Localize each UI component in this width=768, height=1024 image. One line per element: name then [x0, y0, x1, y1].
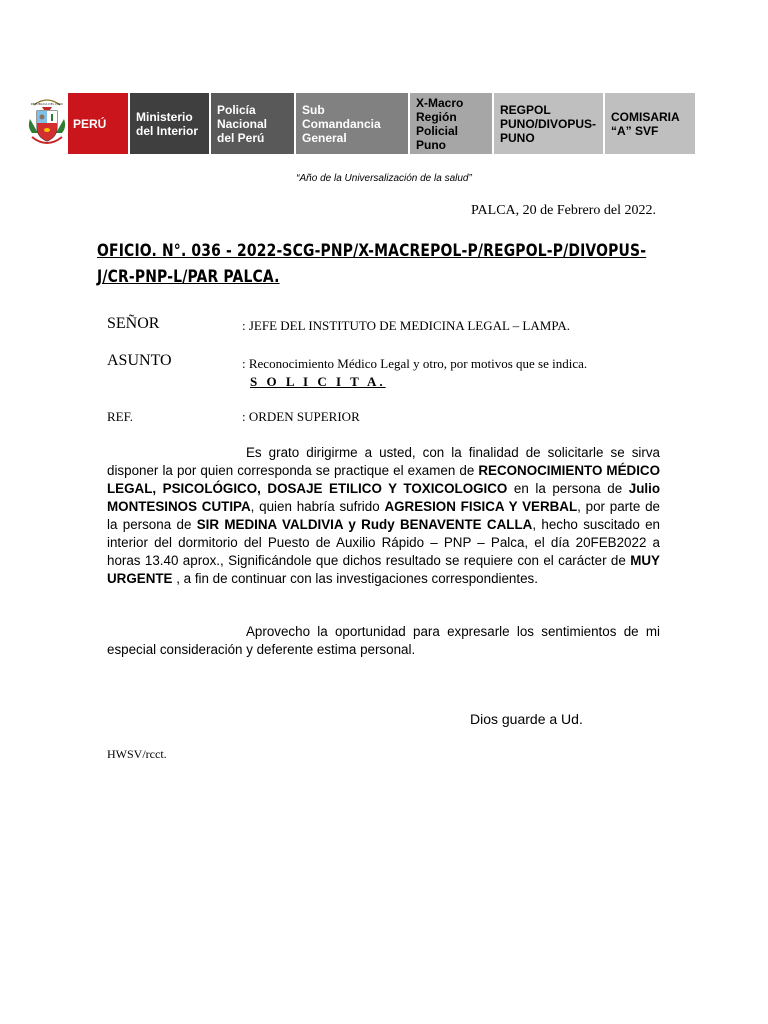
- country-label: PERÚ: [73, 116, 107, 131]
- p1-text-3: , quien habría sufrido: [250, 499, 385, 514]
- header-box-subcomandancia: [294, 93, 408, 154]
- header-box-ministerio-text: Ministerio del Interior: [136, 109, 199, 138]
- solicita-heading: S O L I C I T A.: [250, 374, 386, 389]
- header-box-regpol: [492, 93, 603, 154]
- header-box-macroregion: [408, 93, 492, 154]
- peru-label-box: [68, 93, 128, 154]
- header-box-ministerio: [128, 93, 209, 154]
- body-paragraph-2: [107, 623, 660, 659]
- oficio-line-1: OFICIO. N°. 036 - 2022-SCG-PNP/X-MACREPOL-P/REGPOL-P/DIVOPUS-: [97, 241, 647, 261]
- year-motto: “Año de la Universalización de la salud”: [296, 173, 472, 184]
- p1-text-2: en la persona de: [507, 481, 629, 496]
- header-box-subcomandancia-text: Sub Comandancia General: [302, 102, 381, 145]
- ref-value: : ORDEN SUPERIOR: [242, 409, 360, 424]
- asunto-value: : Reconocimiento Médico Legal y otro, por motivos que se indica.: [242, 356, 588, 371]
- p1-bold-2: Julio MONTESINOS CUTIPA: [107, 481, 660, 514]
- national-shield-logo: [26, 93, 68, 154]
- header-box-comisaria: [603, 93, 695, 154]
- oficio-line-2: J/CR-PNP-L/PAR PALCA.: [97, 267, 280, 287]
- document-date: PALCA, 20 de Febrero del 2022.: [471, 203, 656, 218]
- asunto-label: ASUNTO: [107, 352, 172, 369]
- p1-text-1: Es grato dirigirme a usted, con la finalidad de solicitarle se sirva disponer la por quien corresponda se practique el examen de: [107, 445, 660, 478]
- ref-label: REF.: [107, 409, 134, 424]
- p1-text-6: , a fin de continuar con las investigaciones correspondientes.: [172, 571, 538, 586]
- header-box-regpol-text: REGPOL PUNO/DIVOPUS- PUNO: [500, 102, 597, 145]
- p1-text-4: , por parte de la persona de: [107, 499, 660, 532]
- header-box-policia: [209, 93, 294, 154]
- closing-salutation: Dios guarde a Ud.: [470, 711, 583, 727]
- p1-bold-4: SIR MEDINA VALDIVIA y Rudy BENAVENTE CALLA: [196, 517, 533, 532]
- p1-bold-1: RECONOCIMIENTO MÉDICO LEGAL, PSICOLÓGICO, DOSAJE ETILICO Y TOXICOLOGICO: [107, 463, 660, 496]
- senor-value: : JEFE DEL INSTITUTO DE MEDICINA LEGAL – LAMPA.: [242, 318, 570, 333]
- p1-text-5: , hecho suscitado en interior del dormitorio del Puesto de Auxilio Rápido – PNP – Palca, el día 20FEB2022 a horas 13.40 aprox., Significándole que dichos resultado se requiere con el carácter de: [107, 517, 660, 568]
- oficio-reference: [97, 238, 671, 290]
- p2-text: Aprovecho la oportunidad para expresarle los sentimientos de mi especial consideración y deferente estima personal.: [107, 624, 660, 657]
- author-initials: HWSV/rcct.: [107, 747, 167, 761]
- institutional-header: [26, 93, 695, 154]
- p1-bold-3: AGRESION FISICA Y VERBAL: [384, 499, 578, 514]
- svg-text:REPÚBLICA DEL PERÚ: REPÚBLICA DEL PERÚ: [30, 102, 64, 106]
- body-paragraph-1: [107, 444, 660, 588]
- header-box-comisaria-text: COMISARIA “A” SVF: [611, 109, 680, 138]
- header-box-macroregion-text: X-Macro Región Policial Puno: [416, 95, 464, 152]
- header-box-policia-text: Policía Nacional del Perú: [217, 102, 268, 145]
- p1-bold-5: MUY URGENTE: [107, 553, 660, 586]
- senor-label: SEÑOR: [107, 315, 160, 332]
